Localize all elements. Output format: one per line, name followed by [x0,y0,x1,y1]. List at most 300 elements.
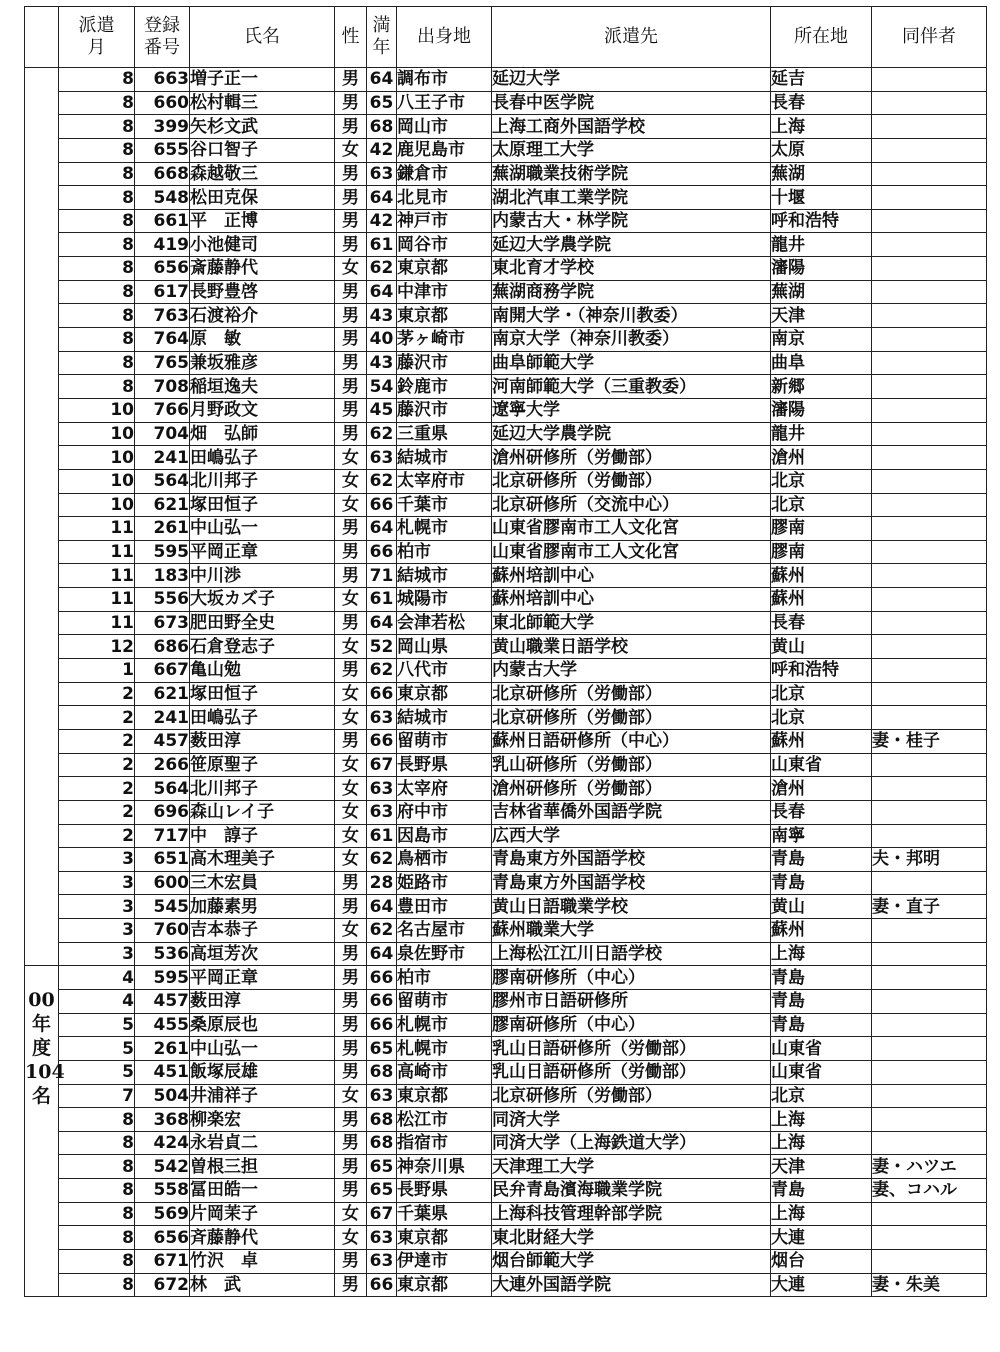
cell-home: 結城市 [397,706,492,730]
cell-loc: 蘇州 [771,919,872,943]
table-row [25,517,987,541]
cell-name: 石倉登志子 [190,635,335,659]
table-row [25,304,987,328]
table-row [25,871,987,895]
cell-sex: 男 [335,1060,367,1084]
header-month: 派遣 月 [59,7,135,68]
cell-comp [872,257,987,281]
cell-age: 43 [367,304,397,328]
cell-name: 北川邦子 [190,777,335,801]
cell-dest: 北京研修所（労働部） [492,682,771,706]
cell-dest: 青島東方外国語学校 [492,871,771,895]
cell-age: 63 [367,446,397,470]
cell-sex: 男 [335,328,367,352]
cell-reg: 686 [135,635,190,659]
cell-sex: 男 [335,1155,367,1179]
cell-dest: 南京大学（神奈川教委） [492,328,771,352]
cell-dest: 山東省膠南市工人文化宮 [492,517,771,541]
cell-sex: 男 [335,351,367,375]
cell-comp [872,1013,987,1037]
table-row [25,989,987,1013]
cell-age: 42 [367,138,397,162]
cell-name: 三木宏員 [190,871,335,895]
cell-loc: 呼和浩特 [771,659,872,683]
cell-dest: 黄山職業日語学校 [492,635,771,659]
cell-name: 大坂カズ子 [190,588,335,612]
cell-name: 曽根三担 [190,1155,335,1179]
cell-reg: 708 [135,375,190,399]
cell-dest: 膠南研修所（中心） [492,1013,771,1037]
table-row [25,659,987,683]
cell-dest: 東北財経大学 [492,1226,771,1250]
cell-name: 加藤素男 [190,895,335,919]
cell-loc: 大連 [771,1273,872,1297]
cell-month: 11 [59,611,135,635]
table-row [25,138,987,162]
cell-loc: 長春 [771,611,872,635]
cell-reg: 704 [135,422,190,446]
table-row [25,777,987,801]
cell-name: 石渡裕介 [190,304,335,328]
cell-home: 藤沢市 [397,398,492,422]
cell-home: 三重県 [397,422,492,446]
cell-name: 中川渉 [190,564,335,588]
cell-name: 斎藤静代 [190,257,335,281]
cell-sex: 女 [335,257,367,281]
cell-age: 63 [367,1226,397,1250]
cell-name: 高木理美子 [190,848,335,872]
cell-sex: 女 [335,777,367,801]
table-row [25,233,987,257]
cell-month: 8 [59,91,135,115]
cell-comp [872,611,987,635]
cell-comp [872,398,987,422]
cell-age: 62 [367,422,397,446]
cell-name: 塚田恒子 [190,493,335,517]
cell-month: 8 [59,1202,135,1226]
cell-month: 8 [59,115,135,139]
cell-month: 3 [59,942,135,966]
cell-dest: 滄州研修所（労働部） [492,446,771,470]
cell-sex: 男 [335,942,367,966]
cell-reg: 569 [135,1202,190,1226]
cell-name: 森山レイ子 [190,800,335,824]
cell-reg: 696 [135,800,190,824]
cell-age: 63 [367,1084,397,1108]
cell-month: 8 [59,162,135,186]
cell-comp: 妻・ハツエ [872,1155,987,1179]
cell-dest: 乳山日語研修所（労働部） [492,1060,771,1084]
cell-name: 中山弘一 [190,1037,335,1061]
cell-loc: 十堰 [771,186,872,210]
cell-sex: 女 [335,138,367,162]
cell-month: 10 [59,493,135,517]
cell-age: 64 [367,942,397,966]
cell-sex: 男 [335,186,367,210]
cell-age: 64 [367,68,397,92]
cell-reg: 261 [135,517,190,541]
cell-comp [872,493,987,517]
cell-month: 8 [59,1108,135,1132]
cell-name: 薮田淳 [190,729,335,753]
table-row [25,919,987,943]
cell-dest: 湖北汽車工業学院 [492,186,771,210]
cell-loc: 青島 [771,966,872,990]
cell-home: 東京都 [397,682,492,706]
cell-loc: 瀋陽 [771,257,872,281]
cell-month: 8 [59,351,135,375]
group-label-line: 度 [31,1037,51,1060]
table-row [25,540,987,564]
header-name: 氏名 [190,7,335,68]
cell-age: 64 [367,280,397,304]
cell-month: 8 [59,186,135,210]
cell-age: 64 [367,895,397,919]
cell-comp [872,1226,987,1250]
cell-name: 稲垣逸夫 [190,375,335,399]
cell-age: 65 [367,91,397,115]
table-row [25,1250,987,1274]
cell-age: 66 [367,493,397,517]
table-row [25,611,987,635]
cell-reg: 765 [135,351,190,375]
cell-dest: 延辺大学農学院 [492,233,771,257]
cell-home: 藤沢市 [397,351,492,375]
cell-home: 岡山市 [397,115,492,139]
cell-loc: 上海 [771,942,872,966]
cell-name: 冨田皓一 [190,1179,335,1203]
cell-comp [872,91,987,115]
cell-reg: 661 [135,209,190,233]
cell-home: 城陽市 [397,588,492,612]
cell-reg: 667 [135,659,190,683]
cell-name: 谷口智子 [190,138,335,162]
cell-month: 5 [59,1060,135,1084]
cell-name: 森越敬三 [190,162,335,186]
table-row [25,1037,987,1061]
cell-sex: 女 [335,446,367,470]
cell-name: 亀山勉 [190,659,335,683]
cell-loc: 新郷 [771,375,872,399]
cell-home: 留萌市 [397,729,492,753]
cell-home: 豊田市 [397,895,492,919]
cell-name: 平岡正章 [190,966,335,990]
cell-reg: 766 [135,398,190,422]
group-label-line: 00 [28,989,55,1012]
cell-dest: 内蒙古大学 [492,659,771,683]
cell-month: 4 [59,989,135,1013]
cell-loc: 青島 [771,848,872,872]
cell-dest: 北京研修所（労働部） [492,1084,771,1108]
cell-month: 2 [59,824,135,848]
table-row [25,729,987,753]
cell-loc: 北京 [771,493,872,517]
cell-comp [872,328,987,352]
cell-month: 11 [59,517,135,541]
header-group [25,7,59,68]
cell-reg: 717 [135,824,190,848]
cell-comp [872,1202,987,1226]
cell-comp [872,824,987,848]
cell-dest: 蘇州培訓中心 [492,588,771,612]
table-row [25,328,987,352]
cell-home: 東京都 [397,257,492,281]
cell-month: 8 [59,1131,135,1155]
cell-age: 66 [367,729,397,753]
cell-sex: 女 [335,800,367,824]
table-row [25,469,987,493]
cell-loc: 蘇州 [771,564,872,588]
cell-dest: 乳山日語研修所（労働部） [492,1037,771,1061]
group-label-line: 名 [31,1085,51,1108]
cell-name: 北川邦子 [190,469,335,493]
cell-dest: 蘇州培訓中心 [492,564,771,588]
cell-home: 岡谷市 [397,233,492,257]
cell-comp [872,162,987,186]
cell-comp [872,1131,987,1155]
table-row [25,209,987,233]
cell-comp [872,540,987,564]
table-row [25,1108,987,1132]
table-row [25,162,987,186]
cell-dest: 烟台師範大学 [492,1250,771,1274]
cell-comp: 妻・桂子 [872,729,987,753]
cell-name: 平 正博 [190,209,335,233]
group-cell-first [25,68,59,966]
cell-home: 鈴鹿市 [397,375,492,399]
cell-age: 61 [367,588,397,612]
cell-comp [872,446,987,470]
cell-age: 62 [367,848,397,872]
cell-loc: 大連 [771,1226,872,1250]
cell-home: 名古屋市 [397,919,492,943]
cell-loc: 山東省 [771,753,872,777]
cell-name: 永岩貞二 [190,1131,335,1155]
cell-comp [872,635,987,659]
cell-loc: 北京 [771,682,872,706]
header-sex: 性 [335,7,367,68]
cell-loc: 青島 [771,1179,872,1203]
cell-sex: 男 [335,1108,367,1132]
cell-age: 54 [367,375,397,399]
cell-age: 62 [367,919,397,943]
cell-reg: 600 [135,871,190,895]
cell-dest: 天津理工大学 [492,1155,771,1179]
cell-reg: 536 [135,942,190,966]
cell-dest: 山東省膠南市工人文化宮 [492,540,771,564]
group-label-line: 104 [25,1061,65,1084]
cell-reg: 457 [135,989,190,1013]
document-page [24,6,986,1297]
cell-dest: 遼寧大学 [492,398,771,422]
cell-sex: 女 [335,1226,367,1250]
cell-reg: 760 [135,919,190,943]
table-row [25,280,987,304]
page-number-mark [514,1346,544,1352]
cell-sex: 男 [335,304,367,328]
cell-home: 鳥栖市 [397,848,492,872]
table-row [25,564,987,588]
table-row [25,588,987,612]
cell-reg: 595 [135,966,190,990]
cell-dest: 上海工商外国語学校 [492,115,771,139]
cell-reg: 455 [135,1013,190,1037]
cell-month: 8 [59,1273,135,1297]
cell-loc: 龍井 [771,233,872,257]
table-row [25,824,987,848]
cell-dest: 蘇州日語研修所（中心） [492,729,771,753]
cell-month: 5 [59,1037,135,1061]
cell-name: 中 諄子 [190,824,335,848]
cell-loc: 山東省 [771,1037,872,1061]
cell-comp [872,989,987,1013]
cell-name: 兼坂雅彦 [190,351,335,375]
table-row [25,446,987,470]
cell-name: 田嶋弘子 [190,706,335,730]
cell-dest: 同済大学 [492,1108,771,1132]
cell-sex: 男 [335,729,367,753]
cell-home: 太宰府 [397,777,492,801]
cell-reg: 621 [135,493,190,517]
cell-home: 姫路市 [397,871,492,895]
cell-month: 3 [59,871,135,895]
cell-age: 45 [367,398,397,422]
cell-age: 63 [367,162,397,186]
cell-month: 10 [59,446,135,470]
cell-loc: 天津 [771,1155,872,1179]
cell-sex: 女 [335,493,367,517]
cell-dest: 膠南研修所（中心） [492,966,771,990]
cell-age: 68 [367,1108,397,1132]
table-row [25,1060,987,1084]
cell-home: 中津市 [397,280,492,304]
table-row [25,398,987,422]
cell-home: 高崎市 [397,1060,492,1084]
cell-loc: 天津 [771,304,872,328]
cell-age: 43 [367,351,397,375]
cell-reg: 672 [135,1273,190,1297]
cell-home: 会津若松 [397,611,492,635]
cell-month: 8 [59,1226,135,1250]
group-label [25,988,65,1108]
cell-home: 茅ヶ崎市 [397,328,492,352]
cell-dest: 黄山日語職業学校 [492,895,771,919]
cell-sex: 男 [335,895,367,919]
cell-home: 府中市 [397,800,492,824]
cell-name: 斉藤静代 [190,1226,335,1250]
cell-home: 結城市 [397,564,492,588]
cell-sex: 女 [335,682,367,706]
cell-comp [872,186,987,210]
cell-dest: 延辺大学 [492,68,771,92]
cell-month: 1 [59,659,135,683]
cell-dest: 曲阜師範大学 [492,351,771,375]
header-row [25,7,987,68]
cell-sex: 女 [335,753,367,777]
cell-home: 岡山県 [397,635,492,659]
cell-age: 65 [367,1155,397,1179]
cell-month: 8 [59,209,135,233]
cell-reg: 617 [135,280,190,304]
cell-dest: 吉林省華僑外国語学院 [492,800,771,824]
cell-home: 札幌市 [397,1037,492,1061]
cell-home: 留萌市 [397,989,492,1013]
cell-comp [872,304,987,328]
cell-sex: 男 [335,115,367,139]
cell-comp [872,919,987,943]
cell-name: 肥田野全史 [190,611,335,635]
cell-sex: 女 [335,824,367,848]
table-row [25,186,987,210]
cell-loc: 呼和浩特 [771,209,872,233]
cell-age: 62 [367,257,397,281]
cell-home: 八王子市 [397,91,492,115]
cell-dest: 北京研修所（労働部） [492,469,771,493]
cell-sex: 男 [335,1250,367,1274]
cell-dest: 蕪湖職業技術学院 [492,162,771,186]
cell-sex: 男 [335,280,367,304]
cell-month: 3 [59,848,135,872]
cell-home: 太宰府市 [397,469,492,493]
dispatch-roster-table [24,6,987,1297]
cell-dest: 上海松江江川日語学校 [492,942,771,966]
cell-home: 松江市 [397,1108,492,1132]
cell-month: 11 [59,588,135,612]
table-row [25,942,987,966]
cell-reg: 656 [135,1226,190,1250]
cell-age: 63 [367,777,397,801]
cell-reg: 545 [135,895,190,919]
cell-loc: 黄山 [771,895,872,919]
cell-home: 因島市 [397,824,492,848]
cell-reg: 548 [135,186,190,210]
cell-name: 増子正一 [190,68,335,92]
cell-name: 片岡茉子 [190,1202,335,1226]
cell-age: 71 [367,564,397,588]
cell-age: 61 [367,824,397,848]
cell-sex: 男 [335,162,367,186]
cell-age: 63 [367,706,397,730]
cell-reg: 651 [135,848,190,872]
cell-sex: 女 [335,848,367,872]
cell-name: 竹沢 卓 [190,1250,335,1274]
cell-reg: 241 [135,446,190,470]
cell-comp [872,1084,987,1108]
cell-home: 千葉県 [397,1202,492,1226]
cell-sex: 男 [335,989,367,1013]
cell-comp [872,469,987,493]
cell-age: 64 [367,517,397,541]
cell-age: 40 [367,328,397,352]
table-row [25,966,987,990]
table-row [25,800,987,824]
cell-name: 長野豊啓 [190,280,335,304]
cell-age: 52 [367,635,397,659]
cell-sex: 女 [335,706,367,730]
cell-age: 68 [367,1131,397,1155]
cell-reg: 668 [135,162,190,186]
cell-sex: 男 [335,209,367,233]
cell-sex: 男 [335,68,367,92]
cell-home: 鹿児島市 [397,138,492,162]
cell-dest: 乳山研修所（労働部） [492,753,771,777]
cell-sex: 男 [335,398,367,422]
cell-comp: 妻・朱美 [872,1273,987,1297]
cell-age: 66 [367,966,397,990]
cell-reg: 673 [135,611,190,635]
cell-name: 月野政文 [190,398,335,422]
cell-dest: 延辺大学農学院 [492,422,771,446]
